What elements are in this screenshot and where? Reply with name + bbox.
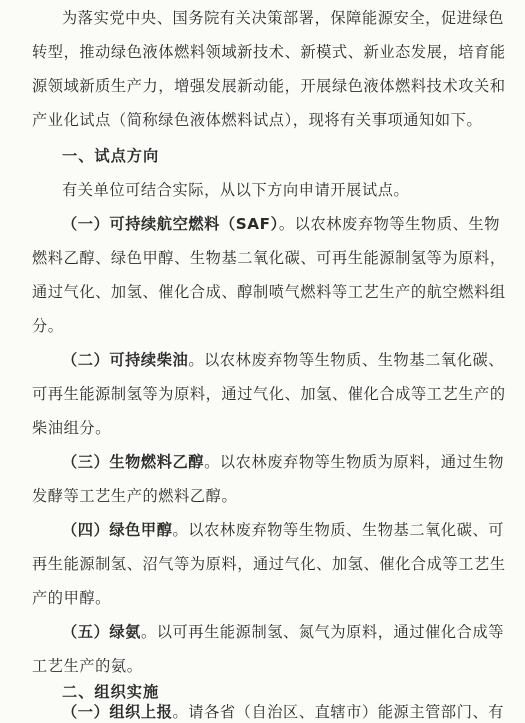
section-2-item-1-label: （一）组织上报 [62,703,173,721]
item-4-line-1 [62,520,505,540]
item-4-line-2: 再生能源制氢、沼气等为原料，通过气化、加氢、催化合成等工艺生 [32,555,506,573]
item-1-line-2: 燃料乙醇、绿色甲醇、生物基二氧化碳、可再生能源制氢等为原料， [32,249,506,267]
item-1-label: （一）可持续航空燃料（SAF） [62,215,279,233]
item-3-label: （三）生物燃料乙醇 [62,453,205,471]
section-1-title: 一、试点方向 [62,147,160,165]
intro-line-2: 转型，推动绿色液体燃料领域新技术、新模式、新业态发展，培育能 [32,43,506,61]
section-2-title: 二、组织实施 [62,683,160,701]
item-1-line-4: 分。 [32,317,64,335]
section-2-item-1-line-1 [62,702,505,722]
item-1-text: 。以农林废弃物等生物质、生物 [278,215,500,233]
item-4-label: （四）绿色甲醇 [62,521,173,539]
item-5-label: （五）绿氨 [62,623,141,641]
item-4-text: 。以农林废弃物等生物质、生物基二氧化碳、可 [172,521,505,539]
section-1-lead: 有关单位可结合实际，从以下方向申请开展试点。 [62,181,410,199]
intro-line-3: 源领域新质生产力，增强发展新动能，开展绿色液体燃料技术攻关和 [32,77,506,95]
item-1-line-1 [62,214,500,234]
item-1-line-3: 通过气化、加氢、催化合成、醇制喷气燃料等工艺生产的航空燃料组 [32,283,506,301]
item-4-line-3: 产的甲醇。 [32,589,111,607]
item-5-line-2: 工艺生产的氨。 [32,657,143,675]
item-3-line-2: 发酵等工艺生产的燃料乙醇。 [32,487,238,505]
item-5-text: 。以可再生能源制氢、氮气为原料，通过催化合成等 [140,623,505,641]
item-3-text: 。以农林废弃物等生物质为原料，通过生物 [204,453,505,471]
item-3-line-1 [62,452,505,472]
item-2-text: 。以农林废弃物等生物质、生物基二氧化碳、 [188,351,505,369]
item-2-label: （二）可持续柴油 [62,351,189,369]
intro-line-4: 产业化试点（简称绿色液体燃料试点），现将有关事项通知如下。 [32,111,483,129]
intro-line-1: 为落实党中央、国务院有关决策部署，保障能源安全，促进绿色 [62,9,505,27]
section-2-item-1-text: 。请各省（自治区、直辖市）能源主管部门、有 [172,703,505,721]
item-2-line-2: 可再生能源制氢等为原料，通过气化、加氢、催化合成等工艺生产的 [32,385,506,403]
item-2-line-3: 柴油组分。 [32,419,111,437]
item-5-line-1 [62,622,505,642]
item-2-line-1 [62,350,505,370]
